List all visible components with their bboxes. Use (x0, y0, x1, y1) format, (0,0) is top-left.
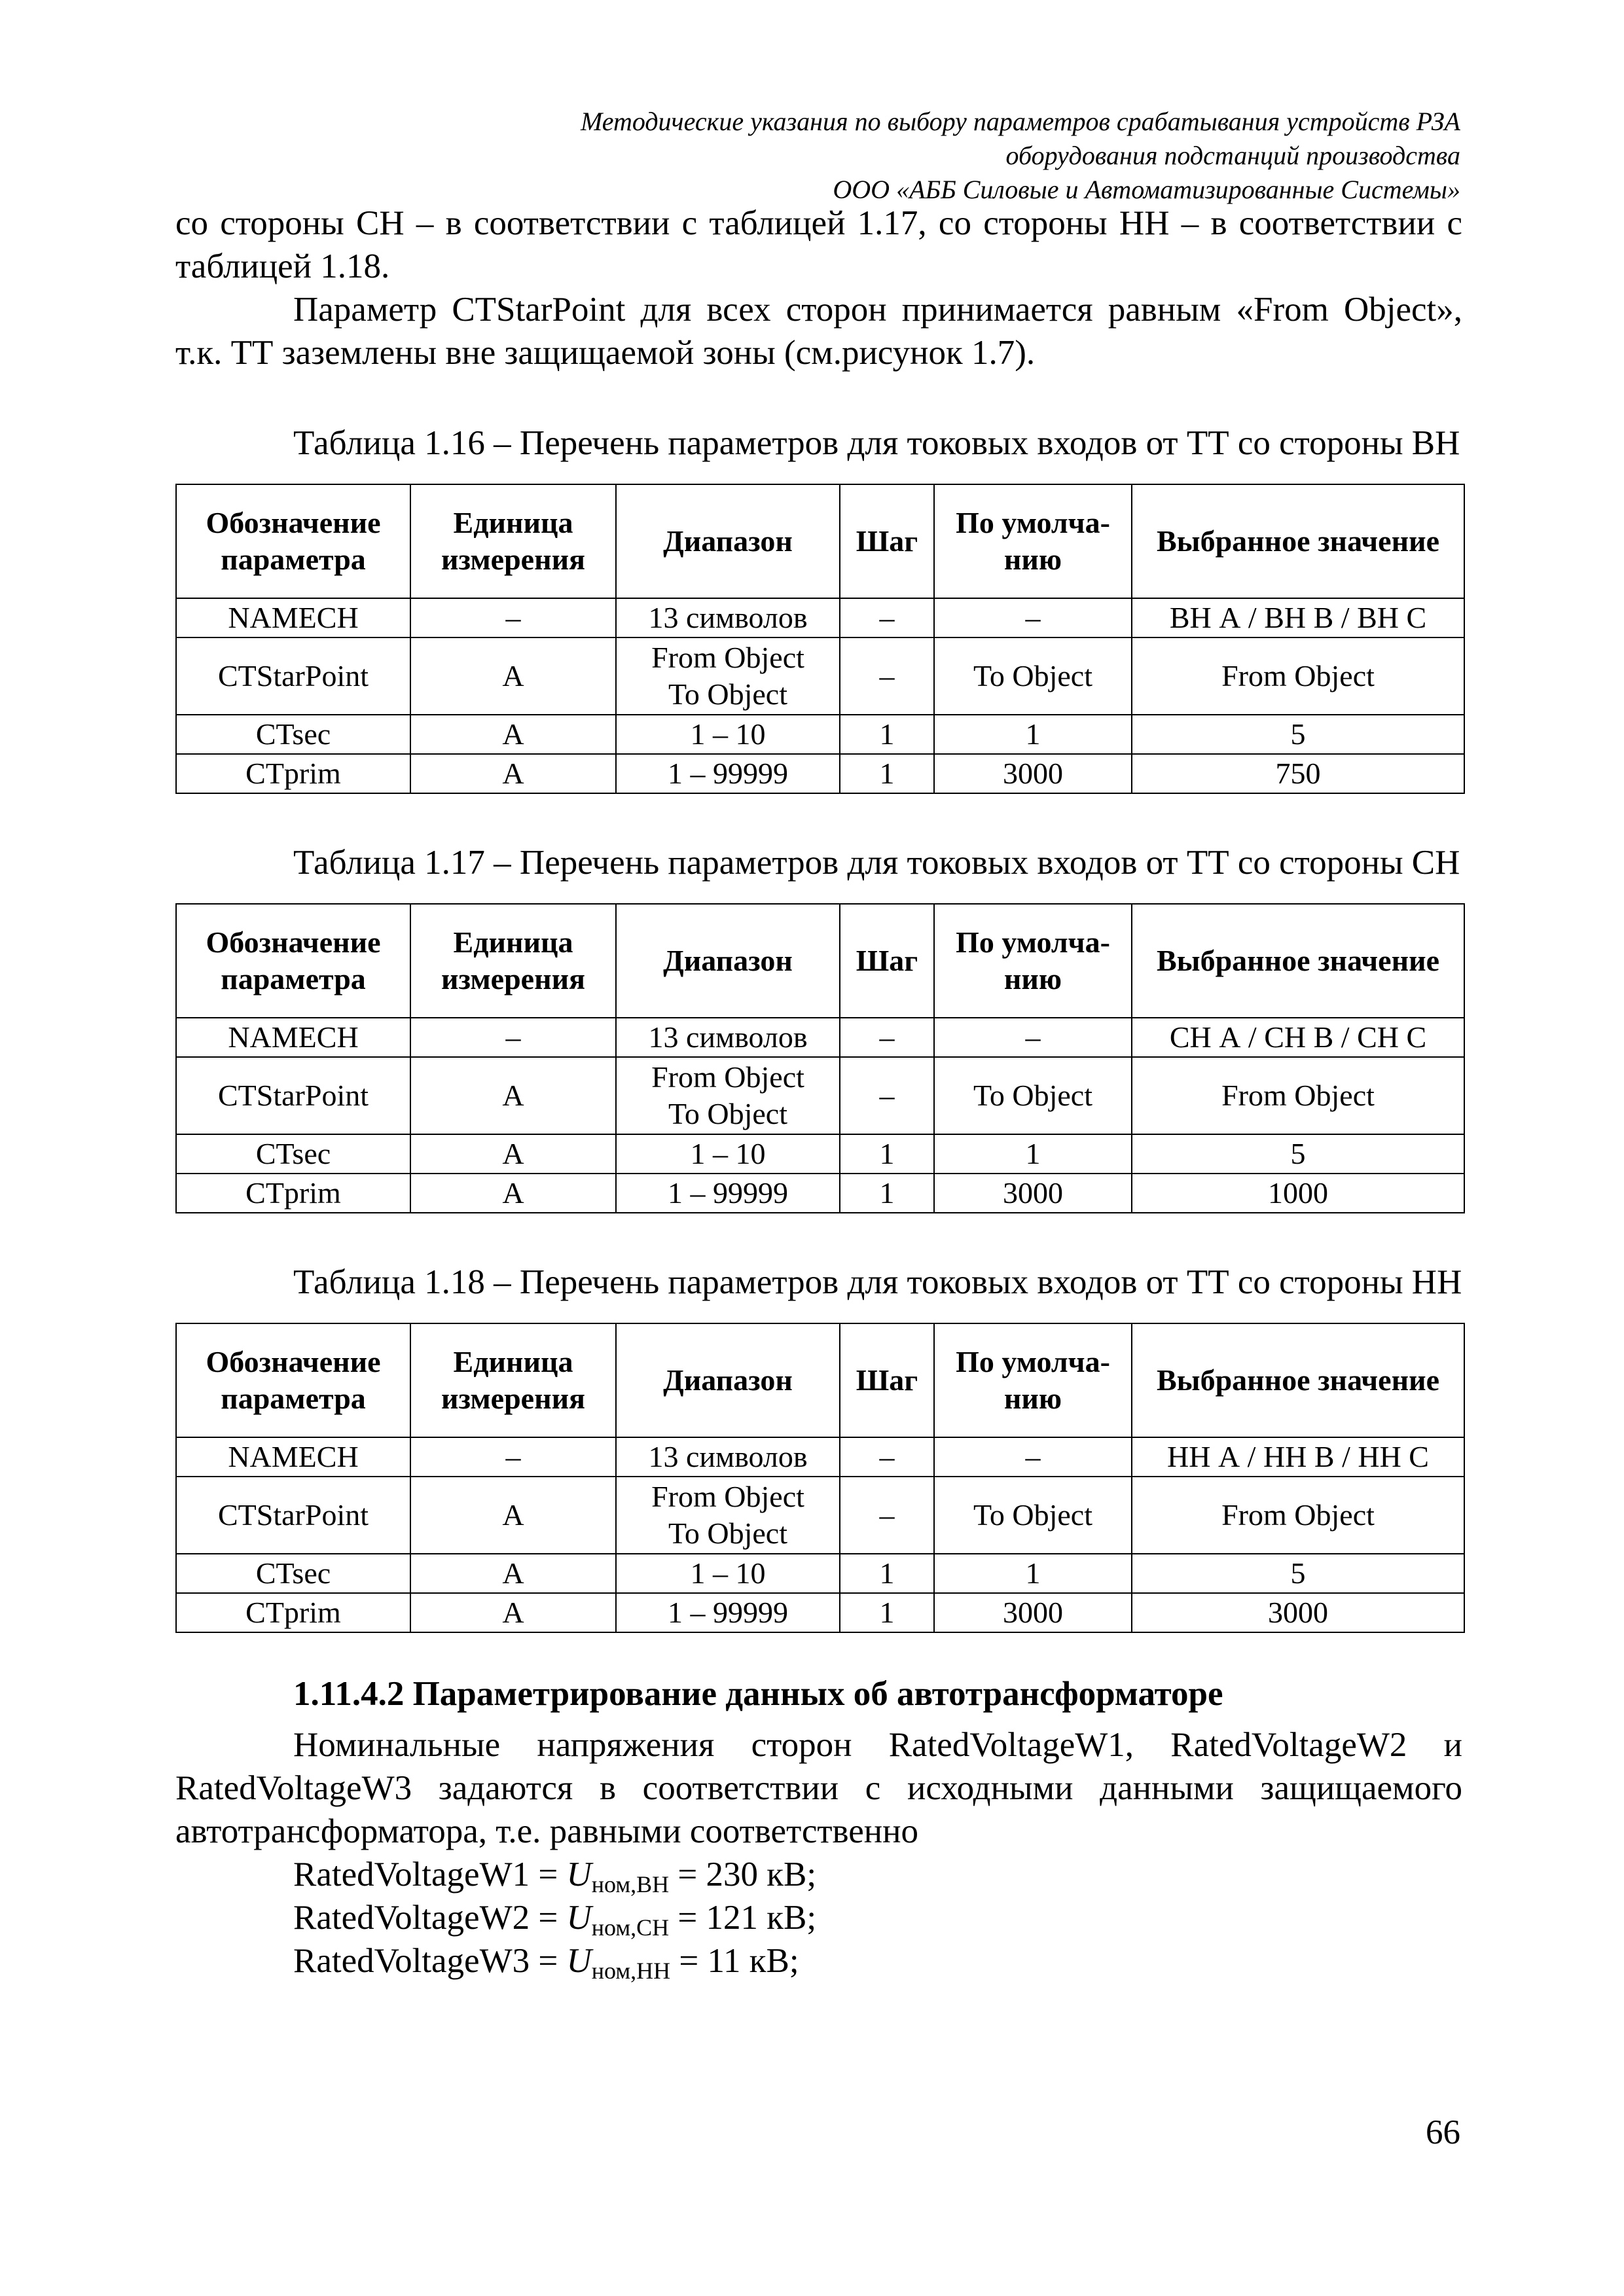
cell-unit: A (410, 1593, 616, 1632)
cell-unit: A (410, 637, 616, 715)
formula-line (175, 1939, 1462, 1982)
cell-selected: СН А / СН В / СН С (1132, 1018, 1464, 1057)
header-line: оборудования подстанций производства (1005, 141, 1460, 170)
cell-step: – (840, 598, 934, 637)
cell-step: 1 (840, 1554, 934, 1593)
cell-unit: A (410, 754, 616, 793)
column-header-step: Шаг (840, 484, 934, 598)
table-row (176, 1018, 1464, 1057)
cell-selected: From Object (1132, 1057, 1464, 1134)
formula-rhs: = 121 кВ; (669, 1899, 817, 1937)
formula-lhs: RatedVoltageW1 = (293, 1856, 567, 1893)
table-row (176, 1477, 1464, 1554)
column-header-unit: Единица измерения (410, 904, 616, 1018)
cell-default: 3000 (934, 1593, 1132, 1632)
cell-unit: – (410, 598, 616, 637)
table-header-row (176, 904, 1464, 1018)
table-row (176, 1437, 1464, 1477)
cell-designation: CTsec (176, 1134, 410, 1174)
cell-default: 1 (934, 1554, 1132, 1593)
cell-designation: CTStarPoint (176, 1477, 410, 1554)
column-header-selected: Выбранное значение (1132, 1323, 1464, 1437)
cell-unit: A (410, 1134, 616, 1174)
cell-default: – (934, 1437, 1132, 1477)
table-caption: Таблица 1.16 – Перечень параметров для токовых входов от ТТ со стороны ВН (293, 424, 1460, 462)
cell-range (616, 1477, 840, 1554)
formula-line (175, 1896, 1462, 1939)
column-header-designation: Обозначение параметра (176, 484, 410, 598)
formula-lhs: RatedVoltageW2 = (293, 1899, 567, 1937)
cell-range (616, 1174, 840, 1213)
range-line: To Object (668, 1097, 787, 1130)
cell-unit: A (410, 1057, 616, 1134)
cell-step: 1 (840, 754, 934, 793)
cell-unit: A (410, 1174, 616, 1213)
cell-range (616, 598, 840, 637)
cell-range (616, 1437, 840, 1477)
range-line: 1 – 10 (690, 1556, 766, 1590)
range-line: 1 – 10 (690, 717, 766, 751)
cell-range (616, 1554, 840, 1593)
cell-designation: CTprim (176, 754, 410, 793)
cell-default: To Object (934, 637, 1132, 715)
cell-default: – (934, 598, 1132, 637)
range-line: 13 символов (648, 1440, 808, 1473)
cell-step: – (840, 1018, 934, 1057)
cell-step: – (840, 1437, 934, 1477)
formula-rhs: = 230 кВ; (669, 1856, 817, 1893)
cell-unit: – (410, 1437, 616, 1477)
table-header-row (176, 1323, 1464, 1437)
cell-range (616, 1134, 840, 1174)
cell-step: 1 (840, 715, 934, 754)
table-row (176, 715, 1464, 754)
range-line: 13 символов (648, 601, 808, 634)
cell-selected: ВН А / ВН В / ВН С (1132, 598, 1464, 637)
column-header-default: По умолча-нию (934, 904, 1132, 1018)
column-header-designation: Обозначение параметра (176, 1323, 410, 1437)
cell-designation: NAMECH (176, 1437, 410, 1477)
page-number: 66 (1426, 2113, 1460, 2151)
range-line: 1 – 99999 (668, 1596, 788, 1629)
cell-step: 1 (840, 1593, 934, 1632)
column-header-range: Диапазон (616, 904, 840, 1018)
tables-container (175, 422, 1462, 1633)
cell-step: – (840, 1477, 934, 1554)
cell-step: – (840, 637, 934, 715)
cell-selected: 750 (1132, 754, 1464, 793)
intro-paragraph: со стороны СН – в соответствии с таблицей 1.17, со стороны НН – в соответствии с таблицей 1.18. (175, 204, 1462, 285)
range-line: From Object (651, 641, 804, 674)
cell-selected: 5 (1132, 1554, 1464, 1593)
parameter-table (175, 484, 1465, 794)
cell-selected: From Object (1132, 1477, 1464, 1554)
cell-designation: NAMECH (176, 1018, 410, 1057)
table-caption: Таблица 1.17 – Перечень параметров для токовых входов от ТТ со стороны СН (293, 844, 1460, 882)
section-paragraph: Номинальные напряжения сторон RatedVoltageW1, RatedVoltageW2 и RatedVoltageW3 задаются в соответствии с исходными данными защищаемого автотрансформатора, т.е. равными соответственно (175, 1726, 1462, 1850)
cell-step: 1 (840, 1174, 934, 1213)
column-header-designation: Обозначение параметра (176, 904, 410, 1018)
formula-symbol: U (566, 1856, 592, 1893)
parameter-table (175, 903, 1465, 1213)
column-header-step: Шаг (840, 904, 934, 1018)
table-header-row (176, 484, 1464, 598)
cell-default: To Object (934, 1477, 1132, 1554)
cell-range (616, 1593, 840, 1632)
header-line: ООО «АББ Силовые и Автоматизированные Системы» (833, 175, 1460, 204)
column-header-range: Диапазон (616, 484, 840, 598)
header-line: Методические указания по выбору параметров срабатывания устройств РЗА (580, 107, 1460, 136)
cell-selected: 5 (1132, 1134, 1464, 1174)
cell-designation: CTStarPoint (176, 637, 410, 715)
table-row (176, 598, 1464, 637)
range-line: 1 – 10 (690, 1137, 766, 1170)
section-heading: 1.11.4.2 Параметрирование данных об автотрансформаторе (293, 1675, 1223, 1713)
range-line: 1 – 99999 (668, 1176, 788, 1210)
cell-unit: A (410, 715, 616, 754)
cell-designation: CTStarPoint (176, 1057, 410, 1134)
cell-range (616, 715, 840, 754)
table-caption: Таблица 1.18 – Перечень параметров для токовых входов от ТТ со стороны НН (293, 1263, 1462, 1301)
formula-subscript: ном,СН (591, 1914, 670, 1941)
cell-step: – (840, 1057, 934, 1134)
column-header-unit: Единица измерения (410, 1323, 616, 1437)
cell-designation: CTsec (176, 715, 410, 754)
cell-unit: – (410, 1018, 616, 1057)
range-line: From Object (651, 1060, 804, 1094)
table-row (176, 754, 1464, 793)
column-header-range: Диапазон (616, 1323, 840, 1437)
range-line: 1 – 99999 (668, 757, 788, 790)
cell-selected: 5 (1132, 715, 1464, 754)
column-header-step: Шаг (840, 1323, 934, 1437)
column-header-default: По умолча-нию (934, 1323, 1132, 1437)
cell-range (616, 1057, 840, 1134)
range-line: To Object (668, 1516, 787, 1550)
table-row (176, 1134, 1464, 1174)
column-header-default: По умолча-нию (934, 484, 1132, 598)
cell-range (616, 754, 840, 793)
cell-default: 1 (934, 715, 1132, 754)
cell-unit: A (410, 1477, 616, 1554)
table-row (176, 1554, 1464, 1593)
cell-step: 1 (840, 1134, 934, 1174)
cell-selected: НН А / НН В / НН С (1132, 1437, 1464, 1477)
column-header-unit: Единица измерения (410, 484, 616, 598)
table-row (176, 1593, 1464, 1632)
cell-default: To Object (934, 1057, 1132, 1134)
running-header (282, 105, 1460, 207)
page-content (175, 202, 1462, 1982)
table-row (176, 637, 1464, 715)
cell-unit: A (410, 1554, 616, 1593)
cell-designation: CTprim (176, 1593, 410, 1632)
formula-list (175, 1853, 1462, 1982)
parameter-table (175, 1323, 1465, 1633)
cell-selected: 3000 (1132, 1593, 1464, 1632)
cell-designation: CTsec (176, 1554, 410, 1593)
cell-range (616, 1018, 840, 1057)
range-line: 13 символов (648, 1020, 808, 1054)
cell-default: 1 (934, 1134, 1132, 1174)
range-line: From Object (651, 1480, 804, 1513)
formula-symbol: U (566, 1899, 592, 1937)
cell-designation: CTprim (176, 1174, 410, 1213)
formula-line (175, 1853, 1462, 1896)
formula-rhs: = 11 кВ; (670, 1942, 799, 1980)
formula-subscript: ном,НН (591, 1958, 671, 1984)
formula-lhs: RatedVoltageW3 = (293, 1942, 567, 1980)
table-row (176, 1057, 1464, 1134)
cell-default: – (934, 1018, 1132, 1057)
cell-designation: NAMECH (176, 598, 410, 637)
cell-selected: 1000 (1132, 1174, 1464, 1213)
formula-symbol: U (566, 1942, 592, 1980)
column-header-selected: Выбранное значение (1132, 904, 1464, 1018)
intro-paragraph: Параметр CTStarPoint для всех сторон принимается равным «From Object», т.к. ТТ заземлены вне защищаемой зоны (см.рисунок 1.7). (175, 291, 1462, 372)
cell-default: 3000 (934, 1174, 1132, 1213)
cell-selected: From Object (1132, 637, 1464, 715)
formula-subscript: ном,ВН (591, 1871, 670, 1897)
cell-default: 3000 (934, 754, 1132, 793)
cell-range (616, 637, 840, 715)
range-line: To Object (668, 677, 787, 711)
table-row (176, 1174, 1464, 1213)
column-header-selected: Выбранное значение (1132, 484, 1464, 598)
